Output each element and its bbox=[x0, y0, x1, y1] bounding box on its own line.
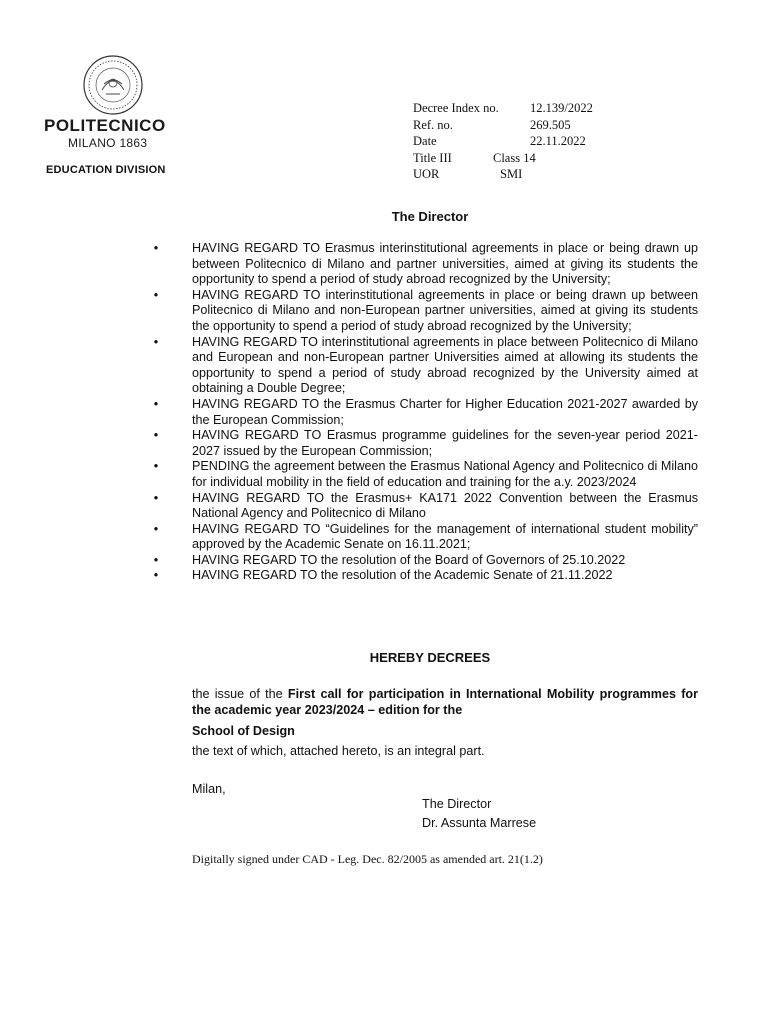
bullet-icon: • bbox=[153, 287, 159, 302]
recital-item bbox=[152, 491, 698, 522]
uor-label: UOR bbox=[413, 167, 440, 181]
ref-label: Ref. no. bbox=[413, 117, 453, 132]
recital-text: HAVING REGARD TO the resolution of the Academic Senate of 21.11.2022 bbox=[192, 568, 613, 583]
politecnico-logo bbox=[44, 54, 180, 150]
division-label: EDUCATION DIVISION bbox=[46, 164, 166, 176]
bullet-icon: • bbox=[153, 396, 159, 411]
decree-index-label: Decree Index no. bbox=[413, 101, 499, 115]
bullet-icon: • bbox=[153, 334, 159, 349]
decree-index-value: 12.139/2022 bbox=[530, 101, 593, 115]
recital-text: HAVING REGARD TO “Guidelines for the management of international student mobility” approved by the Academic Senate on 16.11.2021; bbox=[192, 521, 698, 552]
bullet-icon: • bbox=[153, 568, 159, 583]
recital-text: HAVING REGARD TO the Erasmus Charter for Higher Education 2021-2027 awarded by the European Commission; bbox=[192, 396, 698, 427]
digital-signature-note: Digitally signed under CAD - Leg. Dec. 82/2005 as amended art. 21(1.2) bbox=[192, 852, 543, 866]
recital-item bbox=[152, 522, 698, 553]
bullet-icon: • bbox=[153, 459, 159, 474]
recital-item bbox=[152, 241, 698, 288]
ref-value: 269.505 bbox=[530, 117, 571, 132]
director-heading: The Director bbox=[391, 209, 469, 224]
recital-item bbox=[152, 397, 698, 428]
class-label: Class 14 bbox=[493, 150, 536, 165]
uor-value: SMI bbox=[500, 167, 523, 181]
integral-part-text: the text of which, attached hereto, is an integral part. bbox=[192, 744, 485, 758]
place-text: Milan, bbox=[192, 782, 226, 796]
bullet-icon: • bbox=[153, 490, 159, 505]
date-label: Date bbox=[413, 134, 437, 148]
recital-item bbox=[152, 459, 698, 490]
recital-item bbox=[152, 288, 698, 335]
bullet-icon: • bbox=[153, 552, 159, 567]
date-value: 22.11.2022 bbox=[530, 134, 586, 148]
recital-text: PENDING the agreement between the Erasmus National Agency and Politecnico di Milano for individual mobility in the field of education and training for the a.y. 2023/2024 bbox=[192, 459, 698, 489]
signature-name: Dr. Assunta Marrese bbox=[422, 816, 537, 830]
recital-item bbox=[152, 335, 698, 397]
decrees-heading: HEREBY DECREES bbox=[369, 650, 491, 665]
recital-text: HAVING REGARD TO Erasmus programme guidelines for the seven-year period 2021-2027 issued by the European Commission; bbox=[192, 428, 698, 458]
recital-text: HAVING REGARD TO interinstitutional agreements in place or being drawn up between Politecnico di Milano and non-European partner universities, aimed at giving its students the opportunity to spend a period of study abroad recognized by the University; bbox=[192, 287, 698, 333]
university-seal-icon bbox=[82, 54, 144, 116]
issue-prefix: the issue of the bbox=[192, 687, 288, 701]
recital-text: HAVING REGARD TO interinstitutional agreements in place between Politecnico di Milano and European and non-European partner Universities aimed at allowing its students the opportunity to spend a period of study abroad recognized by the University aimed at obtaining a Double Degree; bbox=[192, 334, 698, 396]
bullet-icon: • bbox=[153, 521, 159, 536]
recitals-list bbox=[152, 241, 698, 584]
signature-role: The Director bbox=[422, 797, 492, 811]
brand-subtitle: MILANO 1863 bbox=[68, 136, 148, 150]
brand-name: POLITECNICO bbox=[44, 116, 166, 135]
recital-item bbox=[152, 553, 698, 569]
bullet-icon: • bbox=[153, 241, 159, 255]
recital-item bbox=[152, 428, 698, 459]
recital-text: HAVING REGARD TO Erasmus interinstitutional agreements in place or being drawn up between Politecnico di Milano and partner universities, aimed at giving its students the opportunity to spend a period of study abroad recognized by the University; bbox=[192, 241, 698, 287]
recital-text: HAVING REGARD TO the Erasmus+ KA171 2022 Convention between the Erasmus National Agency and Politecnico di Milano bbox=[192, 490, 698, 521]
recital-item bbox=[152, 568, 698, 584]
decree-issue-paragraph bbox=[192, 687, 698, 718]
call-title: First call for participation in International Mobility programmes for the academic year 2023/2024 – edition for the bbox=[192, 687, 698, 717]
title-label: Title III bbox=[413, 150, 452, 165]
school-name: School of Design bbox=[192, 724, 295, 738]
recital-text: HAVING REGARD TO the resolution of the Board of Governors of 25.10.2022 bbox=[192, 552, 626, 567]
bullet-icon: • bbox=[153, 428, 159, 443]
